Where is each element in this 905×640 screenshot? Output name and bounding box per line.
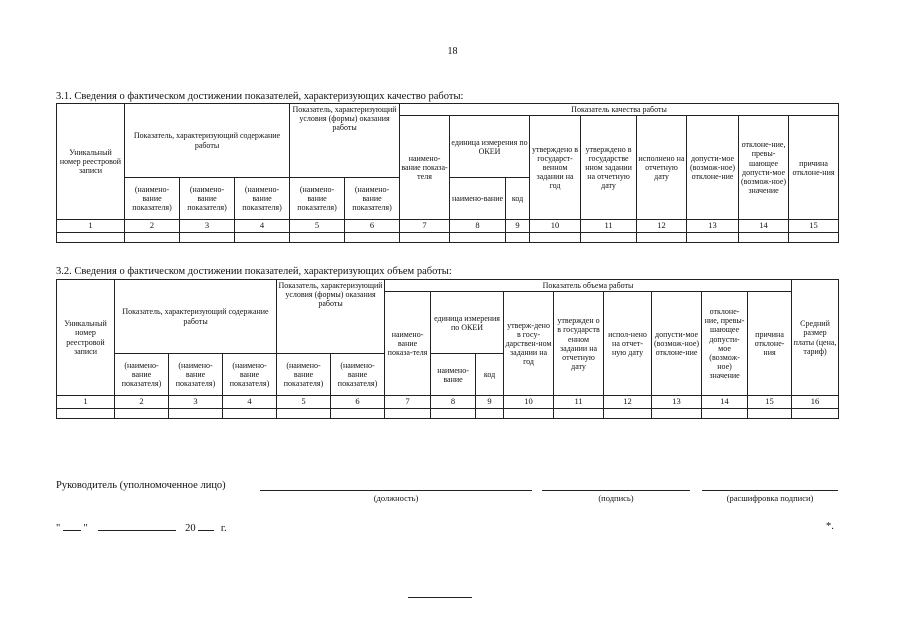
sub-label: (наимено-вание показателя)	[331, 354, 385, 396]
col-unique: Уникальный номер реестровой записи	[57, 280, 115, 396]
col-number: 4	[223, 396, 277, 409]
col-conditions: Показатель, характеризующий условия (формы) оказания работы	[290, 104, 400, 178]
col-allowed: допусти-мое (возмож-ное) отклоне-ние	[687, 116, 739, 220]
sub-label: (наимено-вание показателя)	[180, 178, 235, 220]
col-number: 16	[792, 396, 839, 409]
col-content: Показатель, характеризующий содержание работы	[125, 104, 290, 178]
col-number: 1	[57, 396, 115, 409]
col-number: 11	[581, 220, 637, 233]
year-suffix: г.	[220, 523, 227, 534]
decode-line[interactable]	[702, 490, 838, 491]
col-number: 10	[530, 220, 581, 233]
footnote-separator	[408, 597, 472, 598]
col-approved-year: утверждено в государст-венном задании на год	[530, 116, 581, 220]
col-number: 10	[504, 396, 554, 409]
col-indicator-name: наимено-вание показа-теля	[385, 292, 431, 396]
col-unit-name: наимено-вание	[431, 354, 476, 396]
col-price: Средний размер платы (цена, тариф)	[792, 280, 839, 396]
col-indicator-name: наимено-вание показа-теля	[400, 116, 450, 220]
signature-line[interactable]	[542, 490, 690, 491]
year-prefix: 20	[185, 523, 196, 534]
col-number: 7	[400, 220, 450, 233]
sub-label: (наимено-вание показателя)	[169, 354, 223, 396]
col-unit: единица измерения по ОКЕИ	[450, 116, 530, 178]
col-unit: единица измерения по ОКЕИ	[431, 292, 504, 354]
col-allowed: допусти-мое (возмож-ное) отклоне-ние	[652, 292, 702, 396]
col-number: 3	[169, 396, 223, 409]
sub-label: (наимено-вание показателя)	[290, 178, 345, 220]
table-row	[57, 408, 839, 418]
sub-label: (наимено-вание показателя)	[125, 178, 180, 220]
page-number: 18	[447, 46, 458, 57]
col-unit-code: код	[476, 354, 504, 396]
position-line[interactable]	[260, 490, 532, 491]
sub-label: (наимено-вание показателя)	[235, 178, 290, 220]
col-content: Показатель, характеризующий содержание работы	[115, 280, 277, 354]
col-number: 9	[476, 396, 504, 409]
date-row	[56, 521, 227, 534]
col-number: 8	[431, 396, 476, 409]
col-number: 1	[57, 220, 125, 233]
sub-label: (наимено-вание показателя)	[277, 354, 331, 396]
col-number: 13	[652, 396, 702, 409]
col-exceed: отклоне-ние, превы-шающее допусти-мое (возмож-ное) значение	[702, 292, 748, 396]
col-number: 9	[506, 220, 530, 233]
col-conditions: Показатель, характеризующий условия (формы) оказания работы	[277, 280, 385, 354]
col-number: 14	[702, 396, 748, 409]
col-unit-name: наимено-вание	[450, 178, 506, 220]
quality-group-header: Показатель качества работы	[400, 104, 839, 116]
col-approved-date: утвержден о в государств енном задании на отчетную дату	[554, 292, 604, 396]
month-blank[interactable]	[98, 521, 176, 531]
decode-caption: (расшифровка подписи)	[726, 493, 814, 503]
col-unit-code: код	[506, 178, 530, 220]
col-number: 5	[277, 396, 331, 409]
sub-label: (наимено-вание показателя)	[345, 178, 400, 220]
table-row	[57, 232, 839, 242]
col-reason: причина отклоне-ния	[789, 116, 839, 220]
col-executed: испол-нено на отчет-ную дату	[604, 292, 652, 396]
col-approved-year: утверж-дено в госу-дарствен-ном задании на год	[504, 292, 554, 396]
col-number: 14	[739, 220, 789, 233]
col-number: 15	[789, 220, 839, 233]
col-number: 11	[554, 396, 604, 409]
footnote-mark: *.	[826, 521, 834, 532]
col-number: 6	[331, 396, 385, 409]
col-approved-date: утверждено в государстве нном задании на отчетную дату	[581, 116, 637, 220]
col-number: 8	[450, 220, 506, 233]
volume-group-header: Показатель объема работы	[385, 280, 792, 292]
sub-label: (наимено-вание показателя)	[115, 354, 169, 396]
day-blank[interactable]	[63, 521, 81, 531]
col-executed: исполнено на отчетную дату	[637, 116, 687, 220]
col-exceed: отклоне-ние, превы-шающее допусти-мое (возмож-ное) значение	[739, 116, 789, 220]
col-number: 2	[125, 220, 180, 233]
sub-label: (наимено-вание показателя)	[223, 354, 277, 396]
col-number: 12	[637, 220, 687, 233]
quality-table	[56, 103, 839, 243]
year-blank[interactable]	[198, 521, 214, 531]
col-reason: причина отклоне-ния	[748, 292, 792, 396]
col-number: 2	[115, 396, 169, 409]
col-number: 13	[687, 220, 739, 233]
col-number: 15	[748, 396, 792, 409]
col-number: 6	[345, 220, 400, 233]
signature-label: Руководитель (уполномоченное лицо)	[56, 480, 226, 491]
col-number: 4	[235, 220, 290, 233]
section-1-title: 3.1. Сведения о фактическом достижении показателей, характеризующих качество работы:	[56, 91, 464, 102]
position-caption: (должность)	[373, 493, 419, 503]
section-2-title: 3.2. Сведения о фактическом достижении показателей, характеризующих объем работы:	[56, 266, 452, 277]
col-number: 7	[385, 396, 431, 409]
col-unique: Уникальный номер реестровой записи	[57, 104, 125, 220]
date-close-quote: "	[83, 523, 88, 534]
sign-caption: (подпись)	[598, 493, 634, 503]
col-number: 5	[290, 220, 345, 233]
date-open-quote: "	[56, 523, 61, 534]
col-number: 3	[180, 220, 235, 233]
volume-table	[56, 279, 839, 419]
col-number: 12	[604, 396, 652, 409]
